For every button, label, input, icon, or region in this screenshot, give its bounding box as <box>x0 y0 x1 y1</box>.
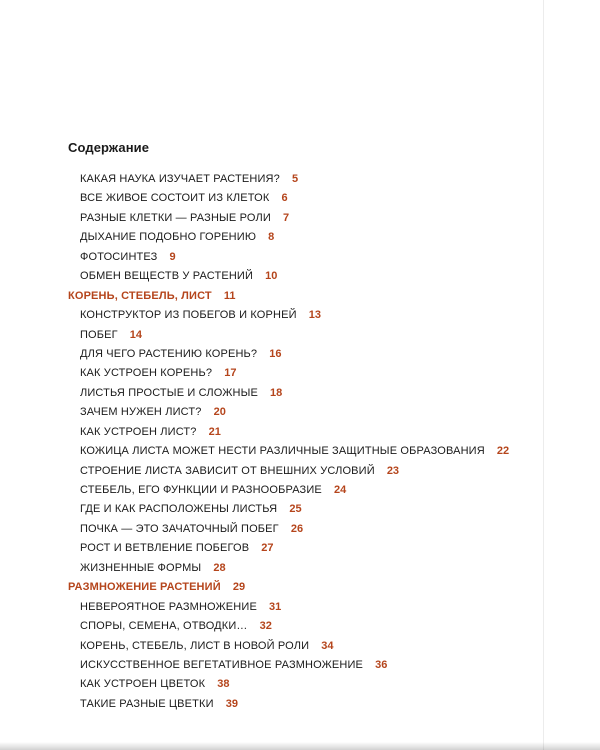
toc-entry-title: ТАКИЕ РАЗНЫЕ ЦВЕТКИ <box>80 697 214 710</box>
toc-entry[interactable] <box>0 345 509 364</box>
toc-entry-title: КАК УСТРОЕН ЦВЕТОК <box>80 678 206 691</box>
toc-entry[interactable] <box>0 248 509 267</box>
toc-entry[interactable] <box>0 442 509 461</box>
toc-entry-title: ПОЧКА — ЭТО ЗАЧАТОЧНЫЙ ПОБЕГ <box>80 522 279 535</box>
toc-entry-page-number: 6 <box>281 192 288 205</box>
toc-entry-title: СТРОЕНИЕ ЛИСТА ЗАВИСИТ ОТ ВНЕШНИХ УСЛОВИЙ <box>80 464 375 477</box>
toc-entry-page-number: 9 <box>169 250 176 263</box>
toc-entry[interactable] <box>0 326 509 345</box>
toc-entry[interactable] <box>0 228 509 247</box>
toc-entry[interactable] <box>0 384 509 403</box>
toc-entry-page-number: 21 <box>208 425 221 438</box>
toc-entry-title: РОСТ И ВЕТВЛЕНИЕ ПОБЕГОВ <box>80 542 250 555</box>
toc-entry[interactable] <box>0 539 509 558</box>
toc-entry-title: ОБМЕН ВЕЩЕСТВ У РАСТЕНИЙ <box>80 270 254 283</box>
toc-entry-title: РАЗНЫЕ КЛЕТКИ — РАЗНЫЕ РОЛИ <box>80 211 271 224</box>
toc-entry-title: ВСЕ ЖИВОЕ СОСТОИТ ИЗ КЛЕТОК <box>80 192 270 205</box>
toc-entry[interactable] <box>0 462 509 481</box>
toc-entry[interactable] <box>0 170 509 189</box>
toc-entry-page-number: 27 <box>261 542 274 555</box>
toc-entry-page-number: 11 <box>223 289 236 302</box>
toc-entry-page-number: 13 <box>308 309 321 322</box>
toc-entry-title: СТЕБЕЛЬ, ЕГО ФУНКЦИИ И РАЗНООБРАЗИЕ <box>80 484 322 496</box>
page-bottom-shadow <box>0 742 600 750</box>
toc-entry-page-number: 16 <box>269 347 282 360</box>
toc-entry-title: КОРЕНЬ, СТЕБЕЛЬ, ЛИСТ В НОВОЙ РОЛИ <box>80 639 310 652</box>
toc-entry-page-number: 7 <box>282 211 290 224</box>
toc-entry-page-number: 31 <box>269 600 282 613</box>
toc-list <box>0 170 509 714</box>
toc-entry[interactable] <box>0 403 509 422</box>
toc-entry-page-number: 23 <box>386 464 400 477</box>
toc-section-entry[interactable] <box>0 287 509 306</box>
toc-entry-page-number: 17 <box>224 367 237 380</box>
toc-entry-title: ФОТОСИНТЕЗ <box>80 250 158 263</box>
toc-entry-title: КОЖИЦА ЛИСТА МОЖЕТ НЕСТИ РАЗЛИЧНЫЕ ЗАЩИТНЫЕ ОБРАЗОВАНИЯ <box>80 445 485 458</box>
toc-entry-page-number: 38 <box>217 678 230 691</box>
toc-entry[interactable] <box>0 675 509 694</box>
toc-entry-page-number: 36 <box>375 658 388 671</box>
toc-entry[interactable] <box>0 209 509 228</box>
toc-entry-title: КАК УСТРОЕН ЛИСТ? <box>80 425 197 438</box>
toc-entry-page-number: 26 <box>290 522 304 535</box>
toc-entry-page-number: 24 <box>333 484 347 496</box>
toc-entry-title: ЖИЗНЕННЫЕ ФОРМЫ <box>80 561 202 574</box>
toc-entry-title: ДЛЯ ЧЕГО РАСТЕНИЮ КОРЕНЬ? <box>80 347 258 360</box>
toc-entry-page-number: 34 <box>321 639 334 652</box>
toc-entry[interactable] <box>0 656 509 675</box>
toc-entry-page-number: 28 <box>213 561 226 574</box>
toc-entry[interactable] <box>0 364 509 383</box>
toc-entry-page-number: 14 <box>129 328 143 341</box>
toc-entry-page-number: 32 <box>259 620 272 633</box>
toc-entry-page-number: 18 <box>270 386 283 399</box>
toc-entry-page-number: 10 <box>265 270 278 283</box>
toc-entry[interactable] <box>0 481 509 500</box>
toc-entry-title: КОНСТРУКТОР ИЗ ПОБЕГОВ И КОРНЕЙ <box>80 309 297 322</box>
toc-entry[interactable] <box>0 520 509 539</box>
toc-entry-title: КАК УСТРОЕН КОРЕНЬ? <box>80 367 213 380</box>
toc-entry-title: ДЫХАНИЕ ПОДОБНО ГОРЕНИЮ <box>80 231 257 244</box>
toc-entry-title: НЕВЕРОЯТНОЕ РАЗМНОЖЕНИЕ <box>80 600 257 613</box>
toc-entry-title: ИСКУССТВЕННОЕ ВЕГЕТАТИВНОЕ РАЗМНОЖЕНИЕ <box>80 658 364 671</box>
toc-entry-page-number: 8 <box>268 231 275 244</box>
toc-entry-title: РАЗМНОЖЕНИЕ РАСТЕНИЙ <box>68 581 221 594</box>
toc-entry[interactable] <box>0 598 509 617</box>
toc-entry-title: КАКАЯ НАУКА ИЗУЧАЕТ РАСТЕНИЯ? <box>80 173 280 185</box>
toc-entry-page-number: 22 <box>496 445 510 458</box>
toc-title: Содержание <box>68 140 150 155</box>
toc-entry-page-number: 29 <box>232 581 246 594</box>
toc-entry-title: СПОРЫ, СЕМЕНА, ОТВОДКИ… <box>80 620 248 633</box>
toc-entry-page-number: 5 <box>291 173 299 185</box>
toc-entry-page-number: 20 <box>213 406 226 419</box>
toc-entry-title: ПОБЕГ <box>80 328 118 341</box>
toc-entry[interactable] <box>0 500 509 519</box>
toc-entry-title: ГДЕ И КАК РАСПОЛОЖЕНЫ ЛИСТЬЯ <box>80 503 278 516</box>
toc-entry-page-number: 25 <box>289 503 302 516</box>
toc-entry[interactable] <box>0 189 509 208</box>
toc-section-entry[interactable] <box>0 578 509 597</box>
page-edge-divider <box>543 0 544 750</box>
toc-entry[interactable] <box>0 617 509 636</box>
toc-entry-title: ЛИСТЬЯ ПРОСТЫЕ И СЛОЖНЫЕ <box>80 386 258 399</box>
toc-entry[interactable] <box>0 306 509 325</box>
toc-entry[interactable] <box>0 267 509 286</box>
toc-entry[interactable] <box>0 637 509 656</box>
toc-entry-title: ЗАЧЕМ НУЖЕН ЛИСТ? <box>80 406 202 419</box>
toc-entry[interactable] <box>0 423 509 442</box>
toc-entry-page-number: 39 <box>225 697 238 710</box>
toc-entry-title: КОРЕНЬ, СТЕБЕЛЬ, ЛИСТ <box>68 289 212 302</box>
toc-entry[interactable] <box>0 695 509 714</box>
toc-entry[interactable] <box>0 559 509 578</box>
